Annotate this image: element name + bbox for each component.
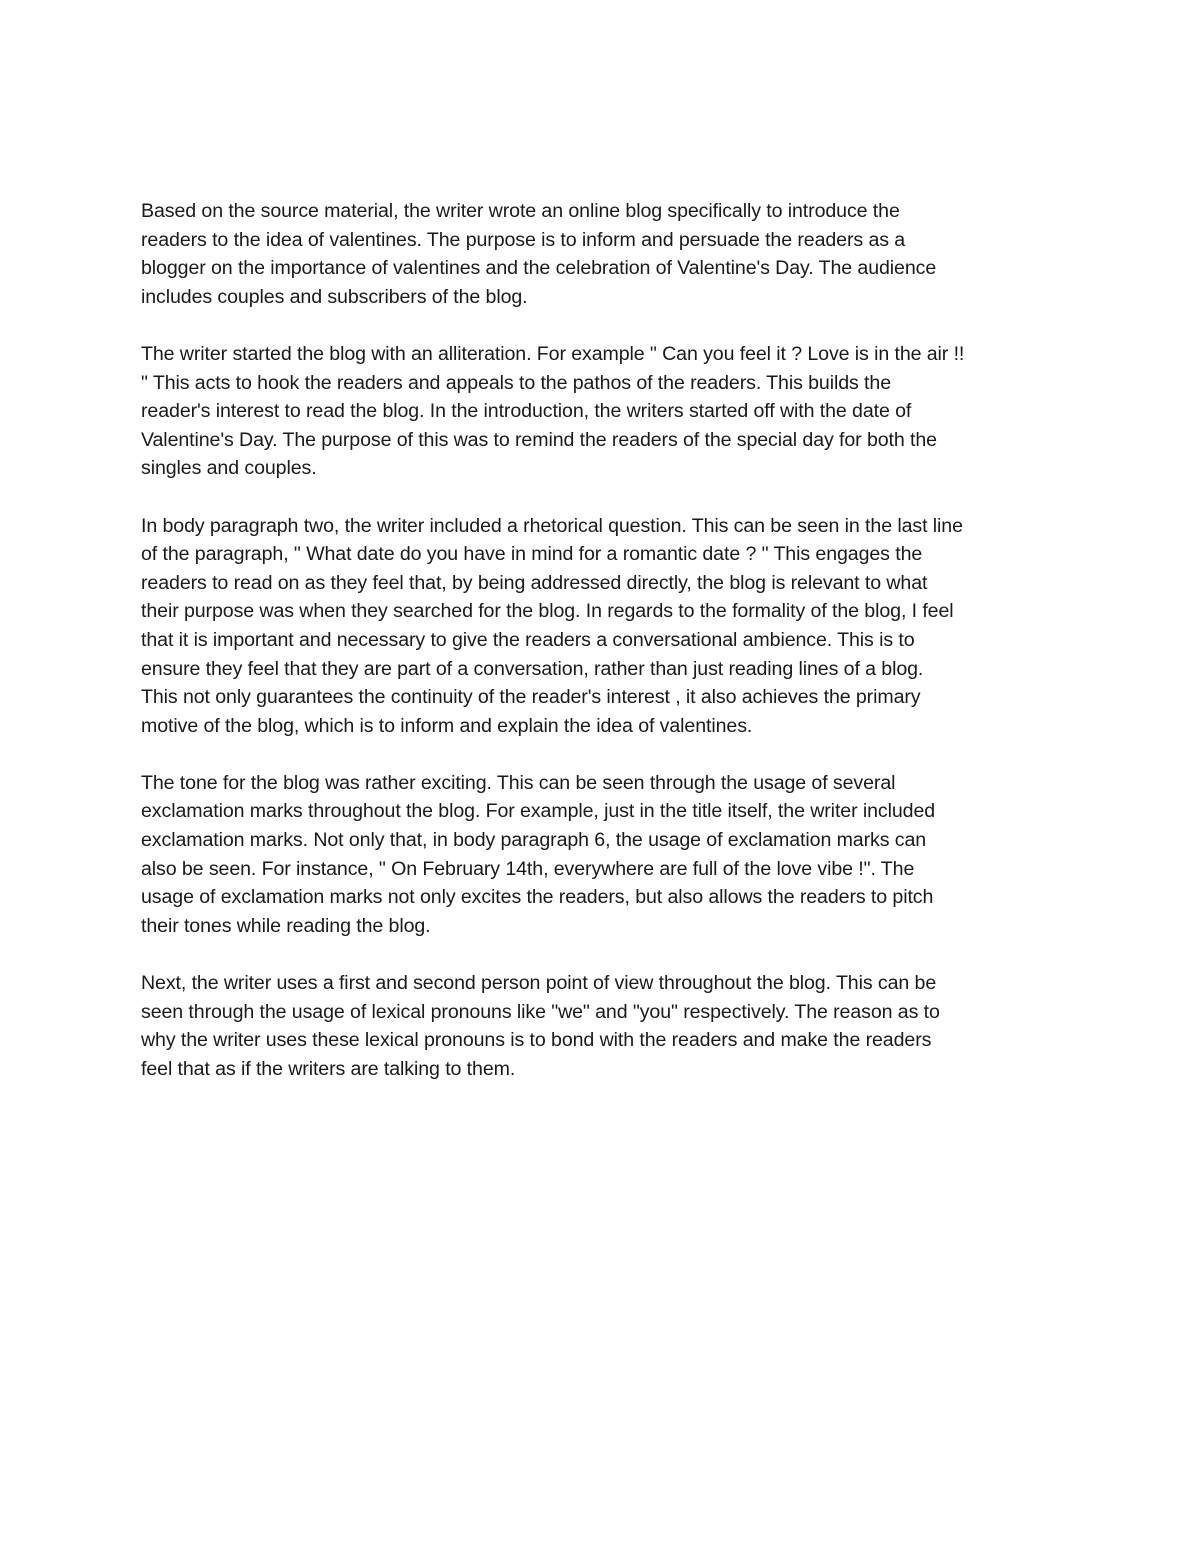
document-body [141,197,1071,1112]
text-line: usage of exclamation marks not only excites the readers, but also allows the readers to pitch [141,886,934,909]
paragraph-rhetorical-question [141,512,1071,741]
text-line: their tones while reading the blog. [141,914,431,937]
text-line: of the paragraph, " What date do you have in mind for a romantic date ? " This engages the [141,543,923,566]
text-line: The tone for the blog was rather exciting. This can be seen through the usage of several [141,771,896,794]
text-line: singles and couples. [141,457,317,480]
text-line: blogger on the importance of valentines and the celebration of Valentine's Day. The audience [141,257,937,280]
text-line: " This acts to hook the readers and appeals to the pathos of the readers. This builds the [141,371,891,394]
paragraph-point-of-view [141,969,1071,1083]
text-line: The writer started the blog with an alliteration. For example " Can you feel it ? Love is in the air !! [141,342,965,365]
text-line: ensure they feel that they are part of a conversation, rather than just reading lines of a blog. [141,657,924,680]
text-line: In body paragraph two, the writer included a rhetorical question. This can be seen in the last line [141,514,963,537]
paragraph-tone [141,769,1071,941]
text-line: readers to read on as they feel that, by being addressed directly, the blog is relevant to what [141,571,928,594]
text-line: their purpose was when they searched for the blog. In regards to the formality of the blog, I feel [141,600,954,623]
text-line: This not only guarantees the continuity of the reader's interest , it also achieves the primary [141,686,921,709]
text-line: exclamation marks. Not only that, in body paragraph 6, the usage of exclamation marks can [141,829,927,852]
paragraph-alliteration [141,340,1071,483]
text-line: also be seen. For instance, " On February 14th, everywhere are full of the love vibe !". The [141,857,915,880]
text-line: exclamation marks throughout the blog. For example, just in the title itself, the writer included [141,800,936,823]
text-line: includes couples and subscribers of the blog. [141,285,528,308]
text-line: reader's interest to read the blog. In the introduction, the writers started off with the date of [141,400,912,423]
text-line: motive of the blog, which is to inform and explain the idea of valentines. [141,714,753,737]
text-line: Next, the writer uses a first and second person point of view throughout the blog. This can be [141,972,937,995]
text-line: Valentine's Day. The purpose of this was to remind the readers of the special day for both the [141,428,937,451]
text-line: why the writer uses these lexical pronouns is to bond with the readers and make the readers [141,1029,932,1052]
paragraph-source-material [141,197,1071,311]
text-line: readers to the idea of valentines. The purpose is to inform and persuade the readers as a [141,228,906,251]
text-line: feel that as if the writers are talking to them. [141,1057,516,1080]
text-line: Based on the source material, the writer wrote an online blog specifically to introduce the [141,200,900,222]
text-line: seen through the usage of lexical pronouns like "we" and "you" respectively. The reason as to [141,1000,940,1023]
text-line: that it is important and necessary to give the readers a conversational ambience. This is to [141,628,915,651]
